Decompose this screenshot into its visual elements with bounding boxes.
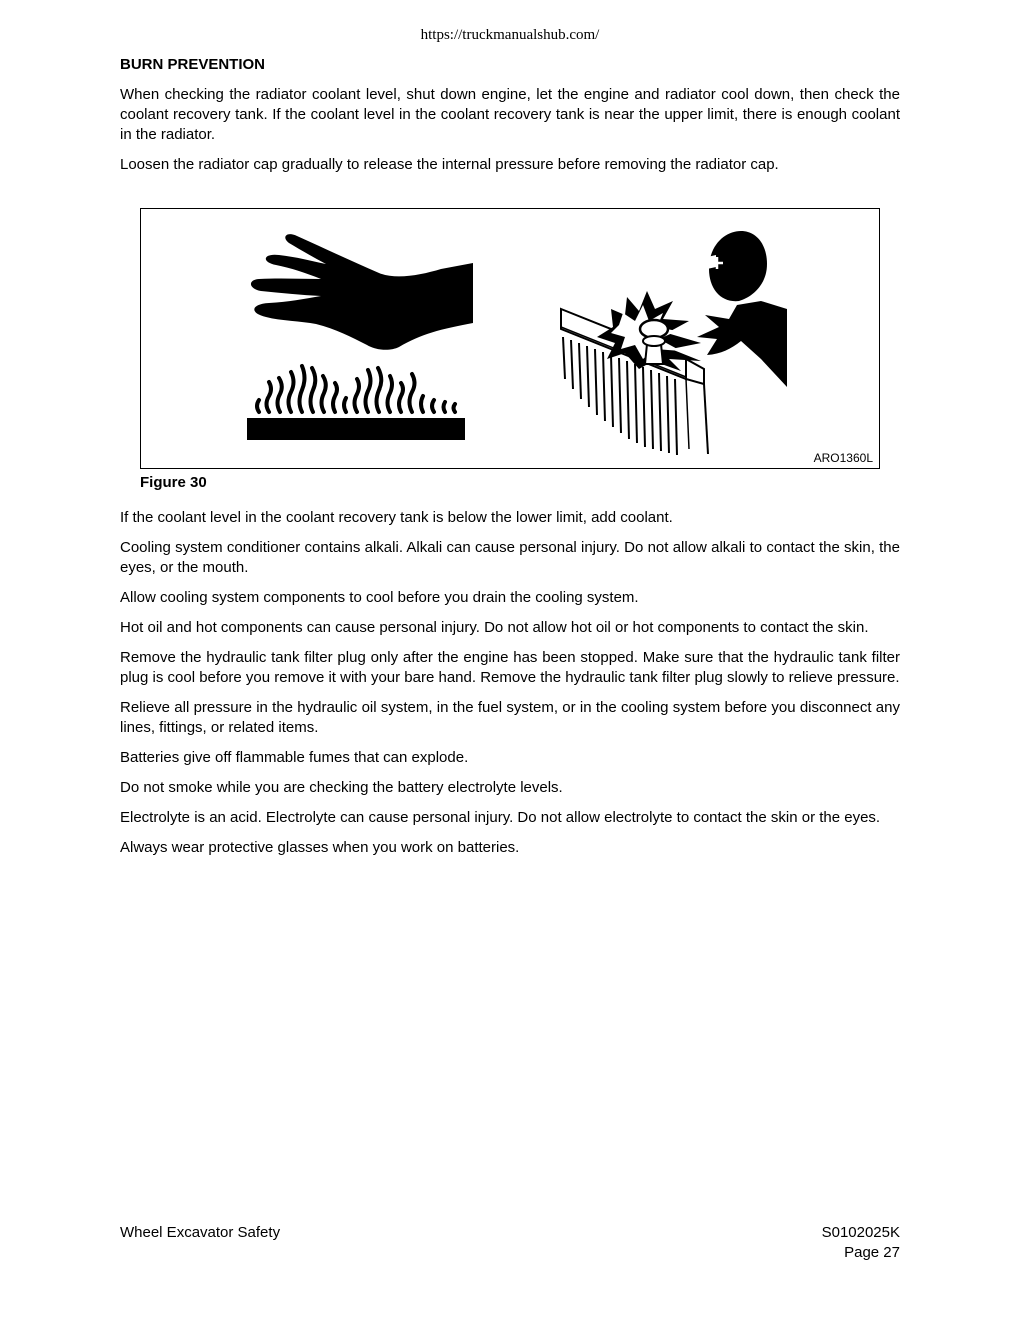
body-paragraph-7: Batteries give off flammable fumes that can explode.	[120, 749, 469, 766]
figure-code: ARO1360L	[813, 451, 873, 465]
intro-paragraph-1: When checking the radiator coolant level, shut down engine, let the engine and radiator cool down, then check the coolant recovery tank. If the coolant level in the coolant recovery tank is near the upper limit, there is enough coolant in the radiator.	[120, 86, 900, 143]
body-paragraph-9: Electrolyte is an acid. Electrolyte can cause personal injury. Do not allow electrolyte to contact the skin or the eyes.	[120, 809, 881, 826]
body-paragraph-10: Always wear protective glasses when you work on batteries.	[120, 839, 520, 856]
body-paragraph-4: Hot oil and hot components can cause personal injury. Do not allow hot oil or hot components to contact the skin.	[120, 619, 869, 636]
intro-paragraph-2: Loosen the radiator cap gradually to release the internal pressure before removing the radiator cap.	[120, 156, 779, 173]
body-paragraph-3: Allow cooling system components to cool before you drain the cooling system.	[120, 589, 639, 606]
source-url: https://truckmanualshub.com/	[420, 27, 600, 43]
figure-30-illustration	[140, 208, 880, 469]
safety-instructions	[120, 508, 900, 868]
figure-art	[141, 209, 881, 470]
radiator-cap-burst-icon	[561, 231, 787, 455]
footer-page-info	[822, 1223, 900, 1263]
hand-over-heat-icon	[247, 234, 473, 440]
body-paragraph-2: Cooling system conditioner contains alkali. Alkali can cause personal injury. Do not allow alkali to contact the skin, the eyes, or the mouth.	[120, 539, 900, 576]
figure-caption: Figure 30	[140, 474, 207, 491]
footer-page-number: Page 27	[844, 1244, 900, 1261]
footer-doc-number: S0102025K	[821, 1224, 900, 1241]
section-title: BURN PREVENTION	[120, 56, 266, 73]
body-paragraph-8: Do not smoke while you are checking the battery electrolyte levels.	[120, 779, 563, 796]
burn-prevention-section	[120, 55, 900, 185]
body-paragraph-5: Remove the hydraulic tank filter plug only after the engine has been stopped. Make sure that the hydraulic tank filter plug is cool before you remove it with your bare hand. Remove the hydraulic tank filter plug slowly to relieve pressure.	[120, 649, 900, 686]
body-paragraph-6: Relieve all pressure in the hydraulic oil system, in the fuel system, or in the cooling system before you disconnect any lines, fittings, or related items.	[120, 699, 900, 736]
body-paragraph-1: If the coolant level in the coolant recovery tank is below the lower limit, add coolant.	[120, 509, 673, 526]
footer-manual-title: Wheel Excavator Safety	[120, 1224, 281, 1241]
